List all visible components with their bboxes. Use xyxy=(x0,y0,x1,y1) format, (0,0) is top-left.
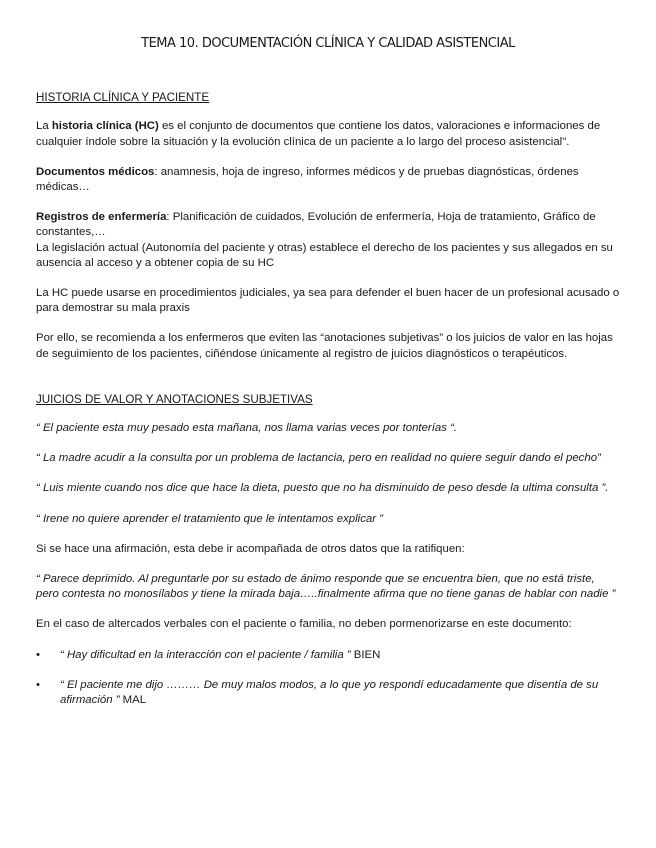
bold-term: Registros de enfermería xyxy=(36,211,167,224)
list-item xyxy=(36,648,620,663)
page-title: TEMA 10. DOCUMENTACIÓN CLÍNICA Y CALIDAD ASISTENCIAL xyxy=(141,36,515,51)
section-heading-historia-clinica: HISTORIA CLÍNICA Y PACIENTE xyxy=(36,91,210,105)
text-segment: es el conjunto de documentos que contiene los datos, valoraciones e informaciones de cualquier índole sobre la situación y la evolución clínica de un paciente a lo largo del proceso asistencial". xyxy=(36,120,601,148)
bullet-verdict: MAL xyxy=(119,694,147,707)
bullet-quote: “ Hay dificultad en la interacción con el paciente / familia ” xyxy=(60,648,351,661)
section-heading-juicios-valor: JUICIOS DE VALOR Y ANOTACIONES SUBJETIVAS xyxy=(36,392,313,406)
bold-term: historia clínica (HC) xyxy=(51,120,159,133)
text-segment: : Planificación de cuidados, Evolución de enfermería, Hoja de tratamiento, Gráfico de constantes,… xyxy=(36,211,596,239)
quote-example-4: “ Irene no quiere aprender el tratamiento que le intentamos explicar ” xyxy=(36,512,383,525)
bullet-verdict: BIEN xyxy=(350,648,381,661)
bullet-icon: • xyxy=(36,678,40,691)
quote-example-3: “ Luis miente cuando nos dice que hace la dieta, puesto que no ha disminuido de peso desde la ultima consulta ”. xyxy=(36,482,609,495)
bullet-quote: “ El paciente me dijo ……… De muy malos modos, a lo que yo respondí educadamente que disentía de su afirmación ” xyxy=(60,678,599,707)
paragraph-registros-enfermeria xyxy=(36,210,620,240)
bullet-list xyxy=(36,648,620,709)
paragraph-recomendacion: Por ello, se recomienda a los enfermeros que eviten las “anotaciones subjetivas” o los juicios de valor en las hojas de seguimiento de los pacientes, ciñéndose únicamente al registro de juicios diagnósticos o terapéuticos. xyxy=(36,332,613,360)
list-item xyxy=(36,678,620,708)
paragraph-definition-hc xyxy=(36,119,620,149)
quote-example-1: “ El paciente esta muy pesado esta mañana, nos llama varias veces por tonterías “. xyxy=(36,422,458,435)
paragraph-procedimientos-judiciales: La HC puede usarse en procedimientos judiciales, ya sea para defender el buen hacer de un profesional acusado o para demostrar su mala praxis xyxy=(36,287,620,315)
paragraph-afirmacion: Si se hace una afirmación, esta debe ir acompañada de otros datos que la ratifiquen: xyxy=(36,542,465,555)
quote-example-5: “ Parece deprimido. Al preguntarle por su estado de ánimo responde que se encuentra bien, que no está triste, pero contesta no monosílabos y tiene la mirada baja…..finalmente afirma que no tiene ganas de hablar con nadie ” xyxy=(36,573,616,601)
paragraph-altercados: En el caso de altercados verbales con el paciente o familia, no deben pormenorizarse en este documento: xyxy=(36,618,572,631)
paragraph-legislacion: La legislación actual (Autonomía del paciente y otras) establece el derecho de los pacientes y sus allegados en su ausencia al acceso y a obtener copia de su HC xyxy=(36,241,613,269)
paragraph-documentos-medicos xyxy=(36,165,620,195)
bullet-icon: • xyxy=(36,648,40,661)
bold-term: Documentos médicos xyxy=(36,165,155,178)
text-segment: La xyxy=(36,120,52,133)
text-segment: : anamnesis, hoja de ingreso, informes médicos y de pruebas diagnósticas, órdenes médicas… xyxy=(36,165,579,194)
quote-example-2: “ La madre acudir a la consulta por un problema de lactancia, pero en realidad no quiere seguir dando el pecho” xyxy=(36,452,601,465)
